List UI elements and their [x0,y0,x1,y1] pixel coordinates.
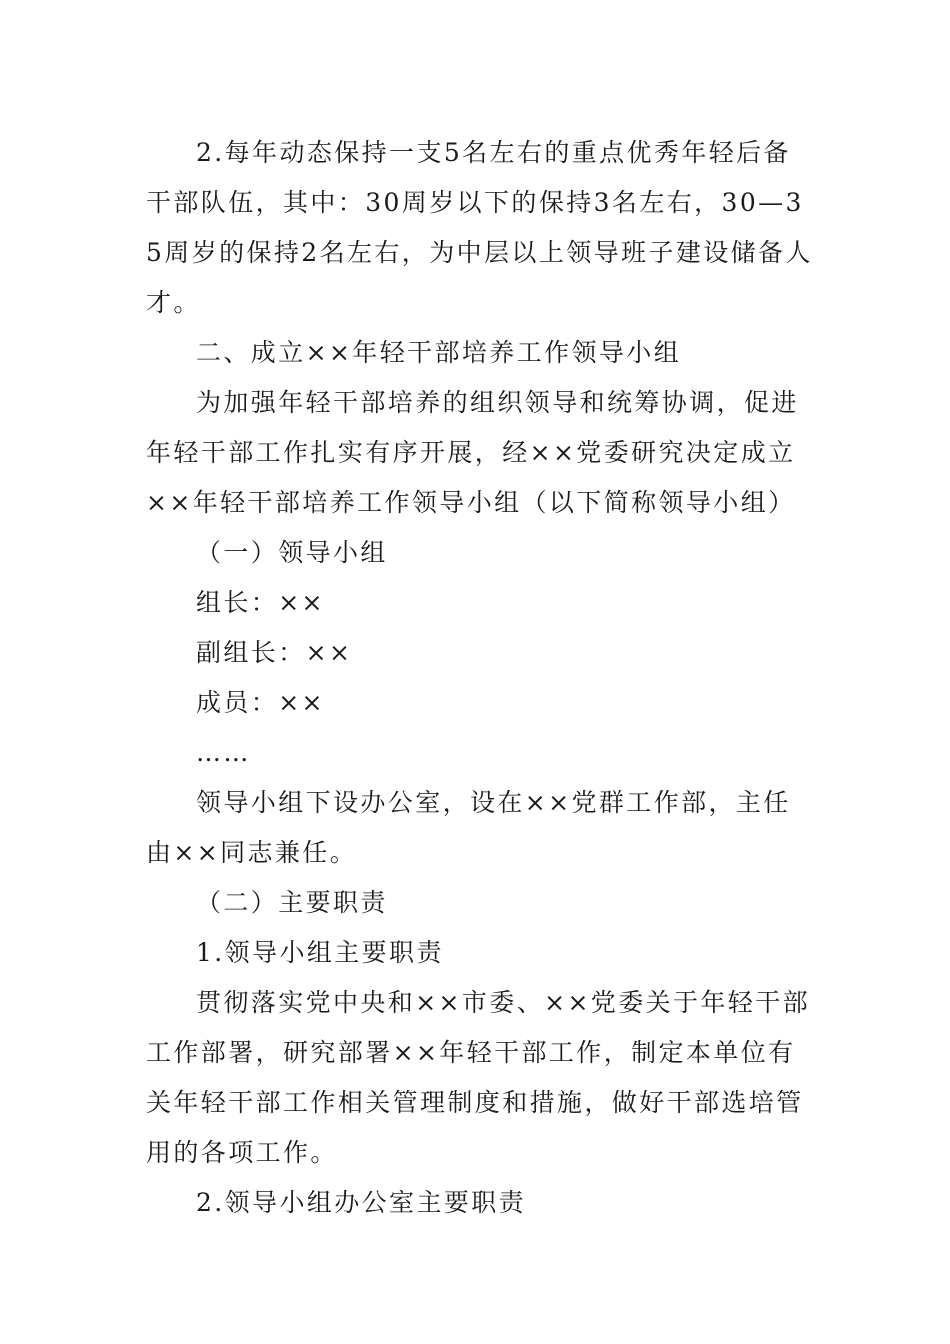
item-office-duties-heading: 2.领导小组办公室主要职责 [196,1188,527,1217]
subheading-leadership-group: （一）领导小组 [196,538,388,567]
members-line: 成员：×× [196,688,325,717]
section-heading-leadership-group: 二、成立××年轻干部培养工作领导小组 [196,338,682,367]
paragraph-office: 领导小组下设办公室，设在××党群工作部，主任由××同志兼任。 [146,788,791,867]
paragraph-group-duties: 贯彻落实党中央和××市委、××党委关于年轻干部工作部署，研究部署××年轻干部工作，制定本单位有关年轻干部工作相关管理制度和措施，做好干部选培管用的各项工作。 [146,988,810,1167]
group-leader-line: 组长：×× [196,588,325,617]
paragraph-quota: 2.每年动态保持一支5名左右的重点优秀年轻后备干部队伍，其中：30周岁以下的保持3名左右，30—35周岁的保持2名左右，为中层以上领导班子建设储备人才。 [146,138,813,317]
paragraph-establish-group: 为加强年轻干部培养的组织领导和统筹协调，促进年轻干部工作扎实有序开展，经××党委研究决定成立××年轻干部培养工作领导小组（以下简称领导小组） [146,388,799,517]
ellipsis-line: …… [196,738,251,767]
subheading-main-duties: （二）主要职责 [196,888,388,917]
deputy-leader-line: 副组长：×× [196,638,353,667]
item-group-duties-heading: 1.领导小组主要职责 [196,938,444,967]
document-body [146,128,816,1228]
